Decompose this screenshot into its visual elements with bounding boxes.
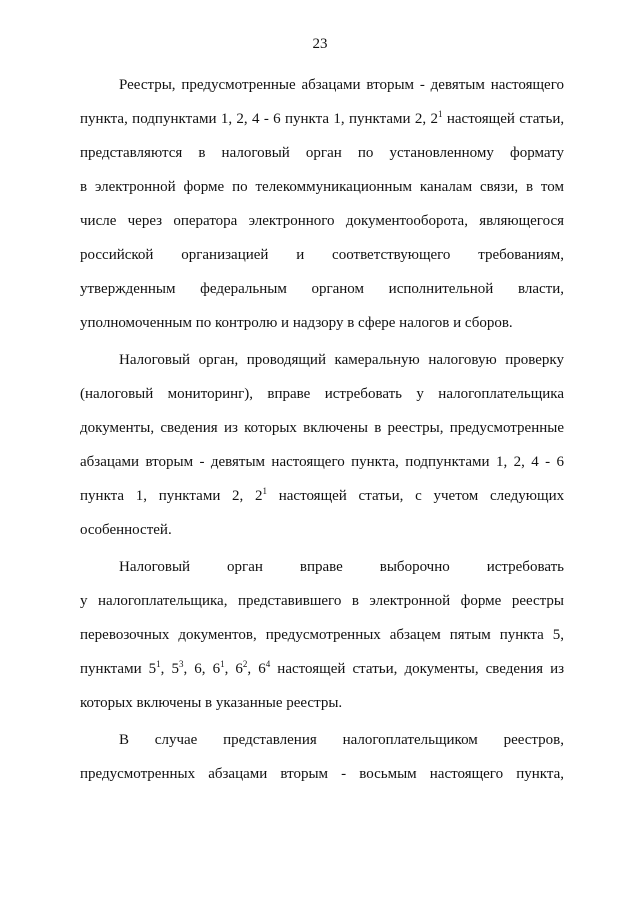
- text-line: В случае представления налогоплательщиком реестров,: [119, 732, 564, 748]
- text-line: которых включены в указанные реестры.: [80, 695, 343, 711]
- text-line: (налоговый мониторинг), вправе истребовать у налогоплательщика: [80, 386, 564, 402]
- text-line: числе через оператора электронного документооборота, являющегося: [80, 213, 564, 229]
- document-body: [80, 68, 564, 791]
- text-line: предусмотренных абзацами вторым - восьмым настоящего пункта,: [80, 766, 564, 782]
- text-line: Налоговый орган вправе выборочно истребовать: [119, 559, 564, 575]
- text-line: абзацами вторым - девятым настоящего пункта, подпунктами 1, 2, 4 - 6: [80, 454, 564, 470]
- text-line: пункта 1, пунктами 2, $2^1$ настоящей статьи, с учетом следующих: [80, 486, 565, 504]
- paragraph-4: [80, 723, 564, 791]
- page-number: 23: [312, 36, 328, 52]
- text-line: в электронной форме по телекоммуникационным каналам связи, в том: [80, 179, 564, 195]
- text-line: перевозочных документов, предусмотренных абзацем пятым пункта 5,: [80, 627, 564, 643]
- text-line: Реестры, предусмотренные абзацами вторым - девятым настоящего: [119, 77, 564, 93]
- paragraph-3: [80, 550, 564, 720]
- text-line: Налоговый орган, проводящий камеральную налоговую проверку: [119, 352, 564, 368]
- text-line: пунктами $5^1$, $5^3$, 6, $6^1$, $6^2$, $6^4$ настоящей статьи, документы, сведения из: [80, 659, 565, 677]
- text-line: пункта, подпунктами 1, 2, 4 - 6 пункта 1, пунктами 2, $2^1$ настоящей статьи,: [80, 109, 565, 127]
- text-line: у налогоплательщика, представившего в электронной форме реестры: [80, 593, 564, 609]
- paragraph-1: [80, 68, 564, 340]
- text-line: уполномоченным по контролю и надзору в сфере налогов и сборов.: [80, 315, 513, 331]
- text-line: представляются в налоговый орган по установленному формату: [80, 145, 564, 161]
- text-line: особенностей.: [80, 522, 172, 538]
- text-line: российской организацией и соответствующего требованиям,: [80, 247, 564, 263]
- text-line: утвержденным федеральным органом исполнительной власти,: [80, 281, 564, 297]
- paragraph-2: [80, 343, 564, 547]
- text-line: документы, сведения из которых включены в реестры, предусмотренные: [80, 420, 564, 436]
